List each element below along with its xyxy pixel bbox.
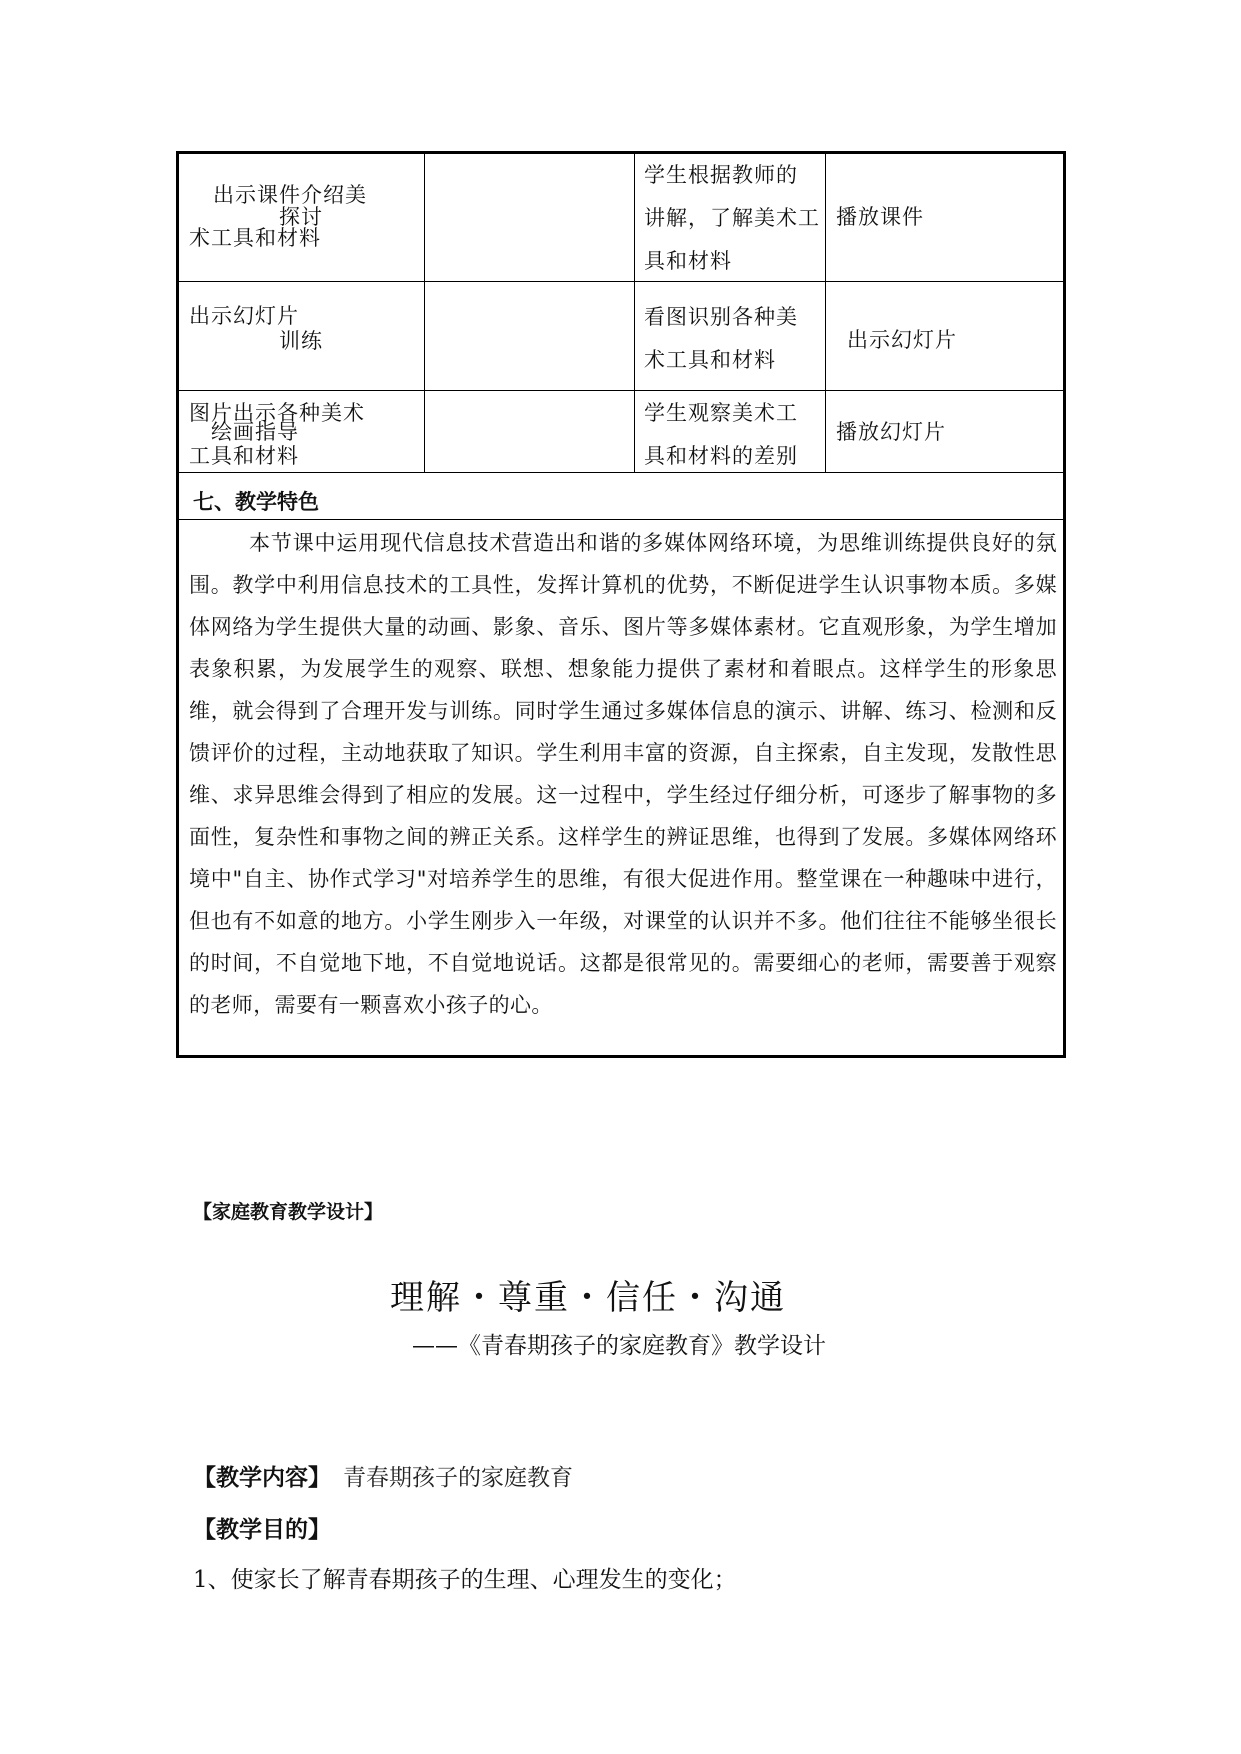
col-divider-1 bbox=[424, 154, 425, 473]
stage-cell: 训练 bbox=[279, 329, 323, 353]
media-cell: 播放课件 bbox=[836, 205, 924, 229]
student-cell: 学生观察美术工 具和材料的差别 bbox=[644, 401, 798, 468]
col-divider-2 bbox=[634, 154, 635, 473]
document-title: 理解・尊重・信任・沟通 bbox=[390, 1278, 786, 1318]
teacher-cell: 图片出示各种美术 工具和材料 bbox=[189, 401, 365, 468]
media-cell: 播放幻灯片 bbox=[836, 420, 946, 444]
media-cell: 出示幻灯片 bbox=[847, 328, 957, 352]
student-cell: 看图识别各种美 术工具和材料 bbox=[644, 305, 798, 372]
content-label: 【教学内容】 bbox=[193, 1464, 331, 1491]
teaching-features-paragraph: 本节课中运用现代信息技术营造出和谐的多媒体网络环境，为思维训练提供良好的氛围。教学中利用信息技术的工具性，发挥计算机的优势，不断促进学生认识事物本质。多媒体网络为学生提供大量的动画、影象、音乐、图片等多媒体素材。它直观形象，为学生增加表象积累，为发展学生的观察、联想、想象能力提供了素材和着眼点。这样学生的形象思维，就会得到了合理开发与训练。同时学生通过多媒体信息的演示、讲解、练习、检测和反馈评价的过程，主动地获取了知识。学生利用丰富的资源，自主探索，自主发现，发散性思维、求异思维会得到了相应的发展。这一过程中，学生经过仔细分析，可逐步了解事物的多面性，复杂性和事物之间的辨正关系。这样学生的辨证思维，也得到了发展。多媒体网络环境中"自主、协作式学习"对培养学生的思维，有很大促进作用。整堂课在一种趣味中进行，但也有不如意的地方。小学生刚步入一年级，对课堂的认识并不多。他们往往不能够坐很长的时间，不自觉地下地，不自觉地说话。这都是很常见的。需要细心的老师，需要善于观察的老师，需要有一颗喜欢小孩子的心。 bbox=[189, 531, 1057, 1017]
col-divider-3 bbox=[825, 154, 826, 473]
content-row bbox=[193, 1459, 573, 1492]
section-title: 七、教学特色 bbox=[193, 490, 319, 514]
stage-cell: 绘画指导 bbox=[211, 420, 299, 444]
row-divider-2 bbox=[179, 390, 1063, 391]
student-cell: 学生根据教师的 讲解，了解美术工 具和材料 bbox=[644, 163, 820, 273]
stage-cell: 探讨 bbox=[279, 205, 323, 229]
row-divider-1 bbox=[179, 281, 1063, 282]
family-education-header: 【家庭教育教学设计】 bbox=[193, 1201, 384, 1223]
goal-item-1: 1、使家长了解青春期孩子的生理、心理发生的变化； bbox=[193, 1567, 737, 1593]
document-subtitle: ——《青春期孩子的家庭教育》教学设计 bbox=[412, 1333, 826, 1359]
goal-label: 【教学目的】 bbox=[193, 1516, 331, 1543]
lesson-table bbox=[176, 151, 1066, 1058]
teacher-cell: 出示课件介绍美 术工具和材料 bbox=[189, 183, 367, 250]
teacher-cell: 出示幻灯片 bbox=[189, 304, 299, 328]
content-value: 青春期孩子的家庭教育 bbox=[343, 1465, 573, 1491]
goal-row bbox=[193, 1511, 331, 1544]
